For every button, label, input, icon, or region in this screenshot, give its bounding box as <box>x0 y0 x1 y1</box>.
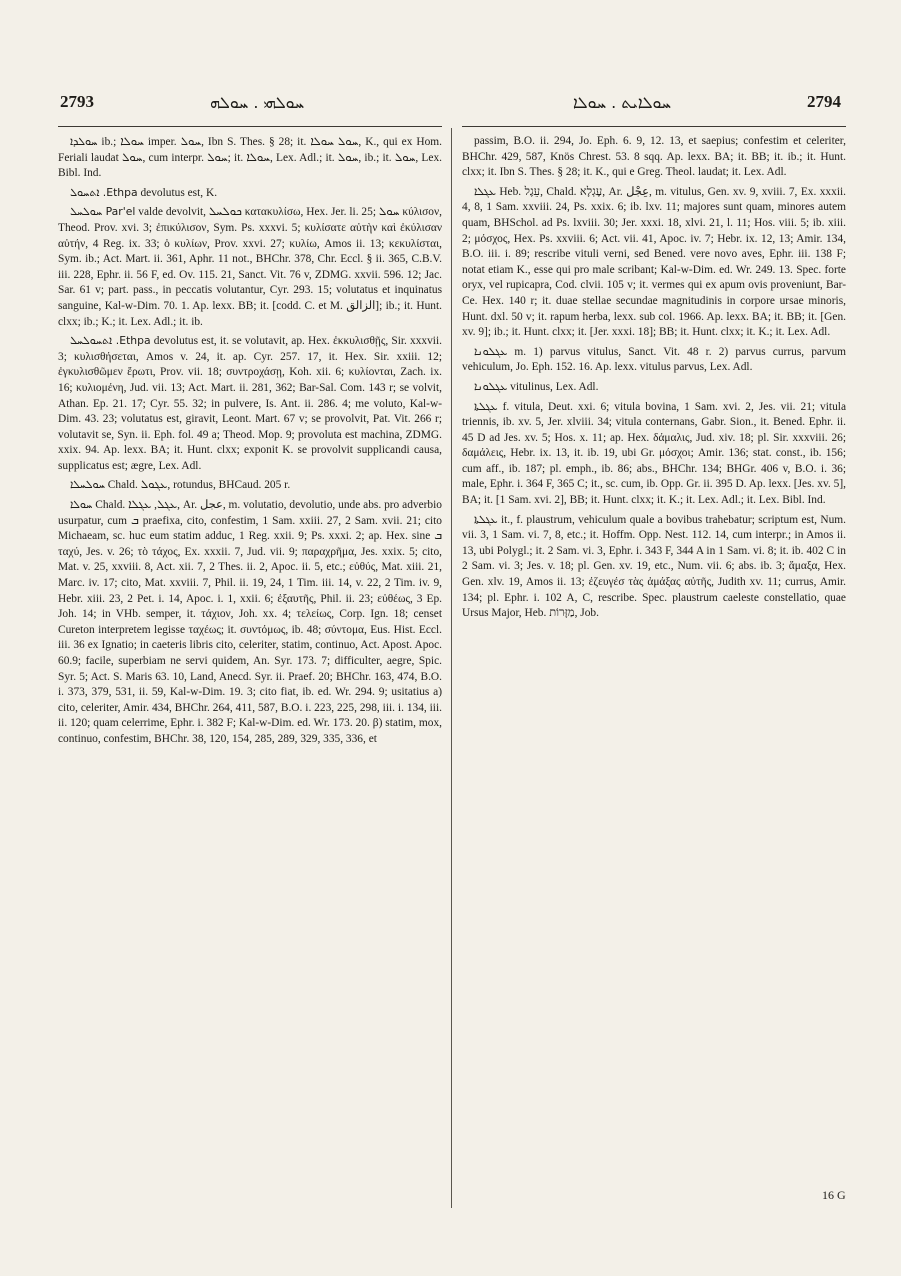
entry-headword: ܚܘܠܕܐ <box>70 135 98 148</box>
entry-text: it., f. plaustrum, vehiculum quale a bovibus trahebatur; scriptum est, Num. vii. 3, 1 Sam. vi. 7, 8, etc.; it. Hoffm. Opp. Nest. 112. 14, cum interpr.; in Amos ii. 13, ubi Polygl.; it. 2 Sam. vi. 3, Ephr. i. 343 F, 344 A in 1 Sam. vi. 8; it. ib. 402 C in 2 Sam. vi. 3; Jes. v. 18; pl. Gen. xv. 19, etc., Num. vii. 6; abs. ib. 3; ἅμαξα, Hex. Gen. xlv. 19, Amos ii. 13; ἐζευγέσ τὰς ἁμάξας αὐτῆς, Judith xv. 11; currus, Amir. 134; pl. Ephr. i. 102 A, C, rescribe. Spec. plaustrum caeleste constellatio, quae Ursus Major, Heb. מַזָּרוֹת, Job. <box>462 513 846 620</box>
entry-text: passim, B.O. ii. 294, Jo. Eph. 6. 9, 12. 13, et saepius; confestim et celeriter, BHChr. 429, 587, Knös Chrest. 53. 8 sqq. Ap. lexx. BA; it. BB; it. ib.; it. Hunt. clxx; it. Ibn S. Thes. § 28; it. K., qui e Greg. Theol. laudat; it. Lex. Adl. <box>462 135 846 179</box>
entry-paragraph <box>58 497 442 748</box>
entry-paragraph <box>462 184 846 341</box>
entry-text: devolutus est, it. se volutavit, ap. Hex. ἐκκυλισθῇς, Sir. xxxvii. 3; κυλισθήσεται, Amos v. 24, it. ap. Cyr. 257. 17, it. Hex. Sir. xxiii. 12; ἐγκυλισθῶμεν ἔρωτι, Prov. vii. 18; συντροχάσῃ, Koh. xii. 6; κυλίονται, Zach. ix. 16; κυλιομένη, Jud. vii. 13; Act. Mart. ii. 281, 362; Bar-Sal. Com. 143 r; se volvit, Athan. Ep. 21. 17; Cyr. 55. 32; in pulvere, Is. Ant. ii. 286. 4; me voluto, Kal-w-Dim. 43. 23; volutatus est, giravit, Leont. Mart. 67 v; se provolvit, Pat. Vit. 266 r; volutavit se, Syn. ii. Eph. fol. 49 a; Theod. Mop. 9; provoluta est machina, ZDMG. xxix. 94. Ap. lexx. BA; it. Hunt. clxx; exponit K. se provolvit supplicandi causa, supplicatus est; ægre, Lex. Adl. <box>58 335 442 472</box>
entry-paragraph <box>462 344 846 376</box>
entry-paragraph <box>462 399 846 509</box>
entry-paragraph <box>58 477 442 494</box>
entry-headword: ܥܓܠܘܢܐ <box>474 379 508 393</box>
entry-paragraph <box>462 379 846 396</box>
entry-paragraph <box>58 333 442 474</box>
page-header <box>40 92 861 122</box>
entry-text: Chald. ܥܓܘܠ, rotundus, BHCaud. 205 r. <box>107 479 291 492</box>
left-page-number: 2793 <box>60 92 94 111</box>
header-rule-left <box>58 126 442 127</box>
entry-text: m. 1) parvus vitulus, Sanct. Vit. 48 r. 2) parvus currus, parvum vehiculum, Jo. Eph. 152. 16. Ap. lexx. vitulus parvus, Lex. Adl. <box>462 345 846 374</box>
entry-paragraph <box>462 512 846 622</box>
entry-paragraph <box>58 204 442 330</box>
column-divider <box>451 128 452 1208</box>
entry-headword: ܥܓܠܬܐ <box>474 512 498 526</box>
entry-text: valde devolvit, ܟܘܠܚܠ κατακυλίσω, Hex. Jer. li. 25; ܚܘܠ κύλισον, Theod. Prov. xvi. 3; ἐπικύλισον, Sym. Ps. xxxvi. 5; κυλίσατε αὐτὴν καὶ ἐκύλισαν αὐτήν, 4 Reg. ix. 33; ὁ κυλίων, Prov. xxvi. 27; κυλίω, Amos ii. 13; κεκυλίσται, Sym. ib.; Act. Mart. ii. 361, Aphr. 11 not., BHChr. 378, Chr. Eccl. § ii. 365, C.B.V. iii. 228, Ephr. ii. 56 F, ed. Ov. 115. 21, Sanct. Vit. 76 v, ZDMG. xxvii. 596. 12; Jac. Sar. 61 v; part. pass., in peccatis volutantur, Cyr. 293. 15; volutatus et inquinatus sanguine, Kal-w-Dim. 70. 1. Ap. lexx. BB; it. [codd. C. et M. الزالق]; ib.; it. Hunt. clxx; ib.; K.; it. Lex. Adl.; it. ib. <box>58 206 442 328</box>
entry-paragraph <box>58 134 442 182</box>
entry-text: f. vitula, Deut. xxi. 6; vitula bovina, 1 Sam. xvi. 2, Jes. vii. 21; vitula triennis, ib. xv. 5, Jer. xlviii. 34; vitula conternans, Gabr. Sion., it. Bened. Ephr. ii. 45 D ad Jes. xv. 5; Hos. x. 11; ap. Hex. δάμαλις, Jud. xiv. 18; pl. Sir. xxxviii. 26; δαμάλεις, Hebr. ix. 13, it. ib. 19, ubi Gr. μόσχοι; Amir. 136; stat. const., ib. 156; cum aff., ib. 187; pl. emph., ib. 86; abs., BHChr. 134; BHGr. 406 v, B.O. i. 36; male, Ephr. i. 364 F, 365 C; it., sc. cum, ib. Opp. Gr. ii. 395 D. Ap. lexx. [Jes. xv. 5], BA; it. [1 Sam. xvi. 2], BB; it. Hunt. clxx; it. K.; it. Lex. Adl.; it. Lex. Bibl. Ind. <box>462 400 846 507</box>
entry-headword: ܥܓܠܬܐ <box>474 399 498 413</box>
entry-text: vitulinus, Lex. Adl. <box>510 380 599 393</box>
entry-paragraph <box>462 134 846 181</box>
entry-text: devolutus est, K. <box>140 186 218 199</box>
entry-headword: ܚܘܠܚܠܐ <box>70 478 105 492</box>
right-page-number: 2794 <box>807 92 841 111</box>
signature-mark: 16 G <box>822 1188 846 1202</box>
entry-headword: ܥܓܠܘܢܐ <box>474 344 508 358</box>
left-column <box>58 134 442 1206</box>
header-rule-right <box>462 126 846 127</box>
entry-text: Heb. עֵגֶל, Chald. עֶגְלָא, Ar. عِجْل, m. vitulus, Gen. xv. 9, xviii. 7, Ex. xxxii. 4, 8, 1 Sam. xxviii. 24, Ps. xxix. 6; ib. lxv. 11; majores sunt quam, minores autem quam, BHSchol. ad Ps. lxviii. 30; Jer. xxxi. 18, xlvi. 21, l. 11; Hos. viii. 5; ib. xiii. 2; μόσχος, Hex. Ps. xxviii. 6; Act. vii. 41, Apoc. iv. 7; Hebr. ix. 12, 13; Amir. 134, B.O. iii. i. 89; rescribe vituli verni, sed Bened. vere novo aves, Ephr. iii. 138 F; notat etiam K., esse qui pro male scribant; Kal-w-Dim. ed. Wr. 249. 13. Spec. forte oryx, vel rupicapra, Cod. clvii. 105 v; it. vermes qui ex apum ovis proveniunt, Bar-Ce. Hex. 140 r; it. duae stellae secundae magnitudinis in corpore ursae minoris, Hunt. dxl. 50 v; it. rapum herba, lexx. sub col. 1966. Ap. lexx. BA; it. BB; it. [Gen. xv. 9]; ib.; it. Hunt. clxx; it. [Jer. xxxi. 18]; BB; it. Hunt. clxx; it. K.; it. Lex. Adl. <box>462 185 846 339</box>
entry-headword: ܚܘܠܐ <box>70 498 93 512</box>
right-running-title: ܚܘܠܐܝܬ . ܚܘܠܐ <box>572 93 671 112</box>
right-column <box>462 134 846 1206</box>
entry-headword: Ethpa. ܐܬܚܘܠ <box>70 185 138 199</box>
entry-headword: Ethpa. ܐܬܚܘܠܚܠ <box>70 334 151 348</box>
entry-paragraph <box>58 185 442 202</box>
entry-text: ib.; ܚܘܠܐ imper. ܚܘܠ, Ibn S. Thes. § 28; it. ܚܘܠ ܚܘܠܐ, K., qui ex Hom. Feriali laudat ܚܘܠ, cum interpr. ܚܘܠ; it. ܚܘܠܐ, Lex. Adl.; it. ܚܘܠ, ib.; it. ܚܘܠ, Lex. Bibl. Ind. <box>58 136 442 180</box>
left-running-title: ܚܘܠܗܝ . ܚܘܠܗ <box>210 93 305 112</box>
entry-headword: Par'el ܚܘܠܚܠ <box>70 205 136 219</box>
entry-headword: ܥܓܠܐ <box>474 184 496 198</box>
entry-text: Chald. ܥܓܠ, ܥܓܠܐ, Ar. عجل, m. volutatio, devolutio, unde abs. pro adverbio usurpatur, cum ܒ praefixa, cito, confestim, 1 Sam. xxiii. 27, 2 Sam. xvii. 21; cito Michaeam, sc. huc eum statim adduc, 1 Reg. xxii. 9; Ps. xxxi. 2; ap. Hex. sine ܒ ταχύ, Jes. v. 26; τὸ τάχος, Ex. xxxii. 7, Jud. vii. 9; παραχρῆμα, Jes. xxix. 5; cito, Mat. v. 25, xxviii. 8, Act. xii. 7, 2 Thes. ii. 2, Apoc. ii. 5, etc.; εὐθύς, Mat. xiii. 21, Marc. iv. 17; cito, Mat. xxviii. 7, Phil. ii. 19, 24, 1 Tim. iii. 14, v. 22, 2 Tim. iv. 9, Hebr. xiii. 23, 2 Pet. i. 14, Apoc. i. 1, xxii. 6; ἐξαυτῆς, Phil. ii. 23; εὐθέως, 3 Ep. Joh. 14; in VHb. semper, it. τάχιον, Joh. xx. 4; τελείως, Corp. Ign. 18; censet Cureton interpretem legisse ταχέως; it. συντόμως, ib. 48; σύντομα, Eus. Hist. Eccl. iii. 36 ex Ignatio; in caeteris libris cito, celeriter, statim, continuo, Act. Apost. Apoc. 60.9; facile, superbiam ne servi quidem, An. Syr. 173. 7; difficulter, aegre, Spic. Syr. 5; Act. S. Maris 63. 10, Land, Anecd. Syr. ii. Praef. 20; BHChr. 163, 474, B.O. i. 373, 379, 531, ii. 59, Kal-w-Dim. 19. 3; cito fiat, ib. ed. Wr. 294. 9; usitatius a) cito, celeriter, Amir. 434, BHChr. 264, 411, 587, B.O. i. 223, 225, 298, iii. i. 134, iii. ii. 120; quam celerrime, Ephr. i. 382 F; Kal-w-Dim. ed. Wr. 173. 20. β) statim, mox, continuo, confestim, BHChr. 38, 120, 154, 285, 289, 329, 335, 336, et <box>58 499 442 745</box>
